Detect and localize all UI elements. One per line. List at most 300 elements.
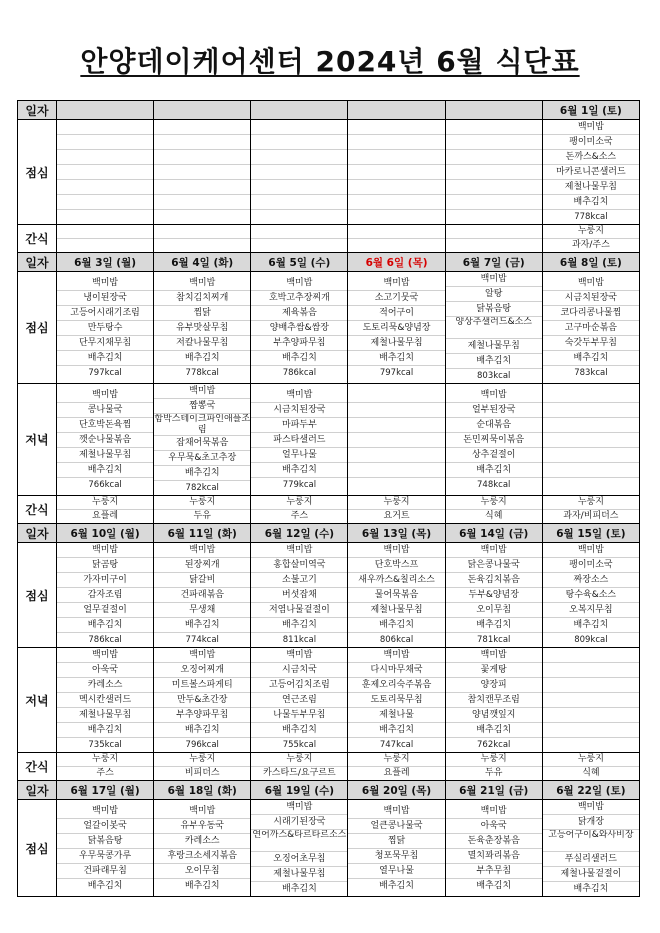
dinner-label: 저녁 <box>18 384 57 496</box>
menu-item: 제철나물무침 <box>348 603 444 618</box>
menu-item: 배추김치 <box>57 463 153 478</box>
menu-item: 백미밥 <box>348 804 444 819</box>
date-row <box>18 253 640 272</box>
menu-item: 찜닭 <box>348 834 444 849</box>
date-cell <box>251 101 348 120</box>
menu-item: 백미밥 <box>57 648 153 663</box>
menu-item: 버섯잡채 <box>251 588 347 603</box>
lunch-cell <box>445 272 542 384</box>
menu-item: 두부&양념장 <box>446 588 542 603</box>
menu-item <box>348 463 444 478</box>
menu-item: 주스 <box>290 511 309 521</box>
menu-item: 배추김치 <box>251 618 347 633</box>
menu-item <box>57 195 153 210</box>
menu-item: 저염나물겉절이 <box>251 603 347 618</box>
lunch-cell <box>251 272 348 384</box>
menu-item: 알탕 <box>446 287 542 302</box>
menu-item: 참치김치찌개 <box>154 291 250 306</box>
lunch-cell <box>542 120 639 225</box>
menu-item: 미트볼스파게티 <box>154 678 250 693</box>
menu-item: 배추김치 <box>348 351 444 366</box>
menu-item: 제철나물무침 <box>57 448 153 463</box>
date-label: 일자 <box>18 781 57 800</box>
menu-item: 유부맛살무침 <box>154 321 250 336</box>
menu-item: 오징어찌개 <box>154 663 250 678</box>
menu-item <box>348 418 444 433</box>
dinner-cell <box>348 648 445 753</box>
menu-item: 배추김치 <box>446 463 542 478</box>
snack-cell <box>251 496 348 524</box>
menu-item: 누룽지 <box>57 753 153 767</box>
menu-item: 닭개장 <box>543 815 639 830</box>
menu-item: 닭곰탕 <box>57 558 153 573</box>
menu-item: 백미밥 <box>446 272 542 287</box>
menu-item: 배추김치 <box>251 463 347 478</box>
date-label: 일자 <box>18 524 57 543</box>
menu-item: 닭은콩나물국 <box>446 558 542 573</box>
menu-item: 식혜 <box>582 768 600 778</box>
date-text: 6월 7일 (금) <box>462 256 525 269</box>
date-text: 6월 15일 (토) <box>556 527 626 540</box>
menu-item: 고등어구이&와사비장 <box>543 830 639 852</box>
menu-item: 양상추샐러드&소스 <box>446 317 542 339</box>
menu-item: 호박고추장찌개 <box>251 291 347 306</box>
menu-item: 오이무침 <box>154 864 250 879</box>
date-text: 6월 6일 (목) <box>365 256 428 269</box>
menu-item: 탕수육&소스 <box>543 588 639 603</box>
menu-item: 청포묵무침 <box>348 849 444 864</box>
menu-item: 배추김치 <box>446 723 542 738</box>
date-cell <box>251 781 348 800</box>
date-cell <box>445 253 542 272</box>
menu-item: 배추김치 <box>543 618 639 633</box>
lunch-cell <box>251 800 348 897</box>
menu-item <box>154 195 250 210</box>
kcal-value: 755kcal <box>282 740 317 750</box>
menu-item: 양념깻잎지 <box>446 708 542 723</box>
menu-item: 누룽지 <box>251 496 347 510</box>
lunch-cell <box>154 272 251 384</box>
snack-cell <box>542 496 639 524</box>
menu-item <box>154 165 250 180</box>
dinner-label: 저녁 <box>18 648 57 753</box>
kcal-value: 778kcal <box>185 367 219 378</box>
menu-item: 오복지무침 <box>543 603 639 618</box>
menu-item: 카스타드/요구르트 <box>263 768 336 778</box>
menu-item <box>543 723 639 738</box>
lunch-cell <box>348 800 445 897</box>
menu-item <box>446 120 542 135</box>
date-text: 6월 10일 (월) <box>70 527 140 540</box>
menu-item: 누룽지 <box>348 753 444 767</box>
kcal-value: 778kcal <box>574 212 608 222</box>
menu-item <box>348 478 444 492</box>
kcal-value: 786kcal <box>282 367 317 378</box>
menu-item: 백미밥 <box>446 388 542 403</box>
kcal-value: 811kcal <box>282 635 317 645</box>
menu-item <box>251 135 347 150</box>
menu-item: 제철나물 <box>348 708 444 723</box>
menu-item <box>251 210 347 224</box>
menu-item: 부추양파무침 <box>251 336 347 351</box>
menu-item: 백미밥 <box>57 543 153 558</box>
date-cell <box>57 524 154 543</box>
menu-item: 새우까스&칠리소스 <box>348 573 444 588</box>
lunch-cell <box>542 800 639 897</box>
menu-item: 아욱국 <box>446 819 542 834</box>
menu-item: 배추김치 <box>543 195 639 210</box>
menu-item: 콩나물국 <box>57 403 153 418</box>
menu-item <box>154 239 250 252</box>
date-cell <box>348 253 445 272</box>
kcal-value: 735kcal <box>88 740 122 750</box>
lunch-cell <box>445 543 542 648</box>
menu-item <box>348 239 444 252</box>
menu-item: 백미밥 <box>154 543 250 558</box>
menu-item: 백미밥 <box>543 800 639 815</box>
kcal-value: 809kcal <box>574 635 608 645</box>
dinner-cell <box>251 384 348 496</box>
menu-item <box>57 225 153 239</box>
menu-item: 제철나물무침 <box>348 336 444 351</box>
lunch-row <box>18 800 640 897</box>
menu-item: 누룽지 <box>446 753 542 767</box>
dinner-cell <box>57 648 154 753</box>
menu-item: 홍합살미역국 <box>251 558 347 573</box>
menu-item: 배추김치 <box>446 354 542 369</box>
menu-item <box>348 120 444 135</box>
menu-item: 얼큰콩나물국 <box>348 819 444 834</box>
menu-item: 단호박스프 <box>348 558 444 573</box>
menu-item: 돈민찌묵이볶음 <box>446 433 542 448</box>
date-label: 일자 <box>18 101 57 120</box>
date-row <box>18 101 640 120</box>
snack-label: 간식 <box>18 496 57 524</box>
menu-item: 물어묵볶음 <box>348 588 444 603</box>
menu-item: 다시마무채국 <box>348 663 444 678</box>
kcal-value: 803kcal <box>477 371 511 381</box>
date-cell <box>154 253 251 272</box>
menu-item <box>543 463 639 478</box>
menu-item <box>251 150 347 165</box>
menu-item: 훈제오리숙주볶음 <box>348 678 444 693</box>
menu-item <box>543 678 639 693</box>
dinner-cell <box>154 648 251 753</box>
menu-item: 양장피 <box>446 678 542 693</box>
menu-item: 배추김치 <box>154 618 250 633</box>
menu-item: 시래기된장국 <box>251 815 347 830</box>
lunch-cell <box>154 120 251 225</box>
menu-item: 푸실리샐러드 <box>543 852 639 867</box>
date-text: 6월 21일 (금) <box>459 784 529 797</box>
menu-item: 제철나물무침 <box>251 867 347 882</box>
date-cell <box>348 524 445 543</box>
date-text: 6월 1일 (토) <box>559 104 622 117</box>
menu-item: 고등어김치조림 <box>251 678 347 693</box>
snack-cell <box>542 753 639 781</box>
snack-cell <box>348 496 445 524</box>
menu-item: 누룽지 <box>348 496 444 510</box>
kcal-value: 762kcal <box>477 740 511 750</box>
date-cell <box>542 781 639 800</box>
date-label: 일자 <box>18 253 57 272</box>
menu-item: 짜장소스 <box>543 573 639 588</box>
dinner-cell <box>445 648 542 753</box>
kcal-value: 796kcal <box>185 740 219 750</box>
snack-cell <box>154 496 251 524</box>
menu-item: 배추김치 <box>154 466 250 481</box>
menu-item <box>348 195 444 210</box>
menu-item <box>348 388 444 403</box>
menu-item: 두유 <box>193 511 211 521</box>
page-title <box>0 40 660 80</box>
menu-item: 연어까스&타르타르소스 <box>251 830 347 852</box>
menu-item: 저칼나물무침 <box>154 336 250 351</box>
date-cell <box>445 101 542 120</box>
menu-item: 시금치된장국 <box>251 403 347 418</box>
menu-item: 백미밥 <box>251 276 347 291</box>
menu-item: 백미밥 <box>543 276 639 291</box>
dinner-cell <box>542 648 639 753</box>
dinner-cell <box>445 384 542 496</box>
menu-item: 오징어초무침 <box>251 852 347 867</box>
kcal-value: 797kcal <box>379 367 414 378</box>
date-text: 6월 22일 (토) <box>556 784 626 797</box>
menu-item <box>348 403 444 418</box>
menu-item <box>543 738 639 752</box>
menu-item: 함박스테이크파인애플조림 <box>154 414 251 435</box>
menu-item <box>446 180 542 195</box>
menu-item: 백미밥 <box>348 276 444 291</box>
menu-item: 얼무나물 <box>251 448 347 463</box>
menu-item: 시금치국 <box>251 663 347 678</box>
snack-cell <box>445 225 542 253</box>
menu-item <box>57 135 153 150</box>
menu-item: 감자조림 <box>57 588 153 603</box>
date-text: 6월 17일 (월) <box>70 784 140 797</box>
date-text: 6월 11일 (화) <box>167 527 237 540</box>
lunch-row <box>18 120 640 225</box>
menu-item: 돈까스&소스 <box>543 150 639 165</box>
menu-item: 마카로니콘샐러드 <box>543 165 639 180</box>
menu-item: 순대볶음 <box>446 418 542 433</box>
menu-item <box>154 120 250 135</box>
menu-item: 누룽지 <box>446 496 542 510</box>
menu-item: 백미밥 <box>446 804 542 819</box>
menu-item <box>446 210 542 224</box>
menu-item: 만두&초간장 <box>154 693 250 708</box>
menu-item: 제철나물무침 <box>57 708 153 723</box>
dinner-cell <box>154 384 251 496</box>
dinner-row <box>18 648 640 753</box>
menu-item: 멕시칸샐러드 <box>57 693 153 708</box>
menu-item: 백미밥 <box>446 543 542 558</box>
lunch-cell <box>57 272 154 384</box>
kcal-value: 748kcal <box>477 479 511 490</box>
menu-item: 얼갈이봇국 <box>57 819 153 834</box>
menu-item <box>57 239 153 252</box>
menu-item: 된장찌개 <box>154 558 250 573</box>
menu-item: 제철나물무침 <box>446 339 542 354</box>
date-cell <box>57 253 154 272</box>
snack-cell <box>57 225 154 253</box>
menu-item: 오이무침 <box>446 603 542 618</box>
kcal-value: 766kcal <box>88 479 122 490</box>
snack-cell <box>445 753 542 781</box>
menu-item: 백미밥 <box>154 804 250 819</box>
menu-item: 시금치된장국 <box>543 291 639 306</box>
snack-cell <box>251 225 348 253</box>
menu-item: 나물두부무침 <box>251 708 347 723</box>
menu-item <box>154 135 250 150</box>
menu-item <box>446 195 542 210</box>
menu-item: 배추김치 <box>446 618 542 633</box>
menu-item: 누룽지 <box>251 753 347 767</box>
date-cell <box>445 781 542 800</box>
snack-cell <box>57 496 154 524</box>
menu-item: 배추김치 <box>87 880 123 891</box>
date-cell <box>154 101 251 120</box>
menu-item: 배추김치 <box>184 880 220 891</box>
menu-item <box>57 150 153 165</box>
menu-item: 단호박돈육찜 <box>57 418 153 433</box>
menu-item: 배추김치 <box>57 723 153 738</box>
menu-item: 배추김치 <box>251 351 347 366</box>
snack-cell <box>57 753 154 781</box>
menu-item: 누룽지 <box>57 496 153 510</box>
menu-item: 백미밥 <box>348 648 444 663</box>
date-cell <box>57 781 154 800</box>
menu-item: 배추김치 <box>154 351 250 366</box>
kcal-value: 747kcal <box>379 740 414 750</box>
menu-item <box>543 448 639 463</box>
lunch-cell <box>542 272 639 384</box>
menu-item: 유부우동국 <box>154 819 250 834</box>
dinner-row <box>18 384 640 496</box>
date-text: 6월 8일 (토) <box>559 256 622 269</box>
menu-item: 참치캔무조림 <box>446 693 542 708</box>
date-text: 6월 3일 (월) <box>74 256 137 269</box>
menu-item: 우무묵&초고추장 <box>154 451 250 466</box>
dinner-cell <box>542 384 639 496</box>
kcal-value: 786kcal <box>88 635 122 645</box>
date-cell <box>542 253 639 272</box>
lunch-cell <box>57 543 154 648</box>
menu-item: 주스 <box>96 768 114 778</box>
snack-label: 간식 <box>18 753 57 781</box>
menu-item <box>446 150 542 165</box>
lunch-cell <box>154 800 251 897</box>
menu-item: 제육볶음 <box>251 306 347 321</box>
menu-item: 닭볶음탕 <box>57 834 153 849</box>
menu-item <box>348 165 444 180</box>
menu-item: 백미밥 <box>348 543 444 558</box>
menu-item: 고구마순볶음 <box>543 321 639 336</box>
menu-item <box>446 165 542 180</box>
menu-item <box>57 120 153 135</box>
menu-item: 무생채 <box>154 603 250 618</box>
menu-item: 식혜 <box>485 511 503 521</box>
menu-item: 배추김치 <box>282 884 317 894</box>
menu-item: 요플레 <box>92 511 119 521</box>
date-row <box>18 524 640 543</box>
menu-item: 백미밥 <box>543 543 639 558</box>
menu-item <box>154 180 250 195</box>
menu-item <box>57 165 153 180</box>
menu-item: 돈육김치볶음 <box>446 573 542 588</box>
menu-item <box>348 225 444 239</box>
date-text: 6월 12일 (수) <box>264 527 335 540</box>
lunch-cell <box>251 120 348 225</box>
menu-item <box>251 165 347 180</box>
menu-item: 도토리묵무침 <box>348 693 444 708</box>
menu-item: 후랑크소세지볶음 <box>154 849 250 864</box>
lunch-cell <box>348 120 445 225</box>
menu-item: 연근조림 <box>251 693 347 708</box>
menu-item: 만두탕수 <box>57 321 153 336</box>
lunch-label: 점심 <box>18 272 57 384</box>
menu-item: 가자미구이 <box>57 573 153 588</box>
menu-item: 백미밥 <box>154 384 250 399</box>
menu-item <box>57 210 153 224</box>
menu-item: 백미밥 <box>57 388 153 403</box>
menu-item <box>543 403 639 418</box>
menu-item: 배추김치 <box>476 880 512 891</box>
snack-cell <box>251 753 348 781</box>
date-cell <box>348 101 445 120</box>
menu-item: 백미밥 <box>446 648 542 663</box>
menu-item: 카레소스 <box>57 678 153 693</box>
menu-item: 배추김치 <box>379 880 414 891</box>
menu-item: 누룽지 <box>154 753 250 767</box>
menu-item: 단무지채무침 <box>57 336 153 351</box>
lunch-cell <box>154 543 251 648</box>
menu-item: 백미밥 <box>154 276 250 291</box>
menu-item: 팽이미소국 <box>543 135 639 150</box>
menu-item: 돈육춘장볶음 <box>446 834 542 849</box>
menu-item: 제철나물겉절이 <box>543 867 639 882</box>
menu-item: 백미밥 <box>57 276 153 291</box>
menu-item: 아욱국 <box>57 663 153 678</box>
snack-cell <box>154 225 251 253</box>
menu-item <box>154 210 250 224</box>
menu-item: 깻순나물볶음 <box>57 433 153 448</box>
menu-item: 배추김치 <box>57 351 153 366</box>
snack-cell <box>445 496 542 524</box>
menu-item <box>251 180 347 195</box>
menu-item <box>348 135 444 150</box>
menu-item <box>154 150 250 165</box>
menu-item: 우무묵콩가루 <box>57 849 153 864</box>
menu-item: 카레소스 <box>154 834 250 849</box>
menu-item: 얼부된장국 <box>446 403 542 418</box>
menu-item: 과자/비피더스 <box>563 511 619 521</box>
menu-item: 누룽지 <box>154 496 250 510</box>
lunch-cell <box>57 800 154 897</box>
lunch-cell <box>445 800 542 897</box>
menu-item: 소불고기 <box>251 573 347 588</box>
dinner-cell <box>348 384 445 496</box>
menu-item: 부추양파무침 <box>154 708 250 723</box>
menu-item: 고등어시래기조림 <box>57 306 153 321</box>
date-text: 6월 5일 (수) <box>268 256 331 269</box>
lunch-cell <box>251 543 348 648</box>
kcal-value: 797kcal <box>88 367 122 378</box>
date-text: 6월 4일 (화) <box>171 256 234 269</box>
lunch-label: 점심 <box>18 543 57 648</box>
page-title-text: 안양데이케어센터 2024년 6월 식단표 <box>80 45 580 78</box>
menu-item: 코다리콩나물찜 <box>543 306 639 321</box>
